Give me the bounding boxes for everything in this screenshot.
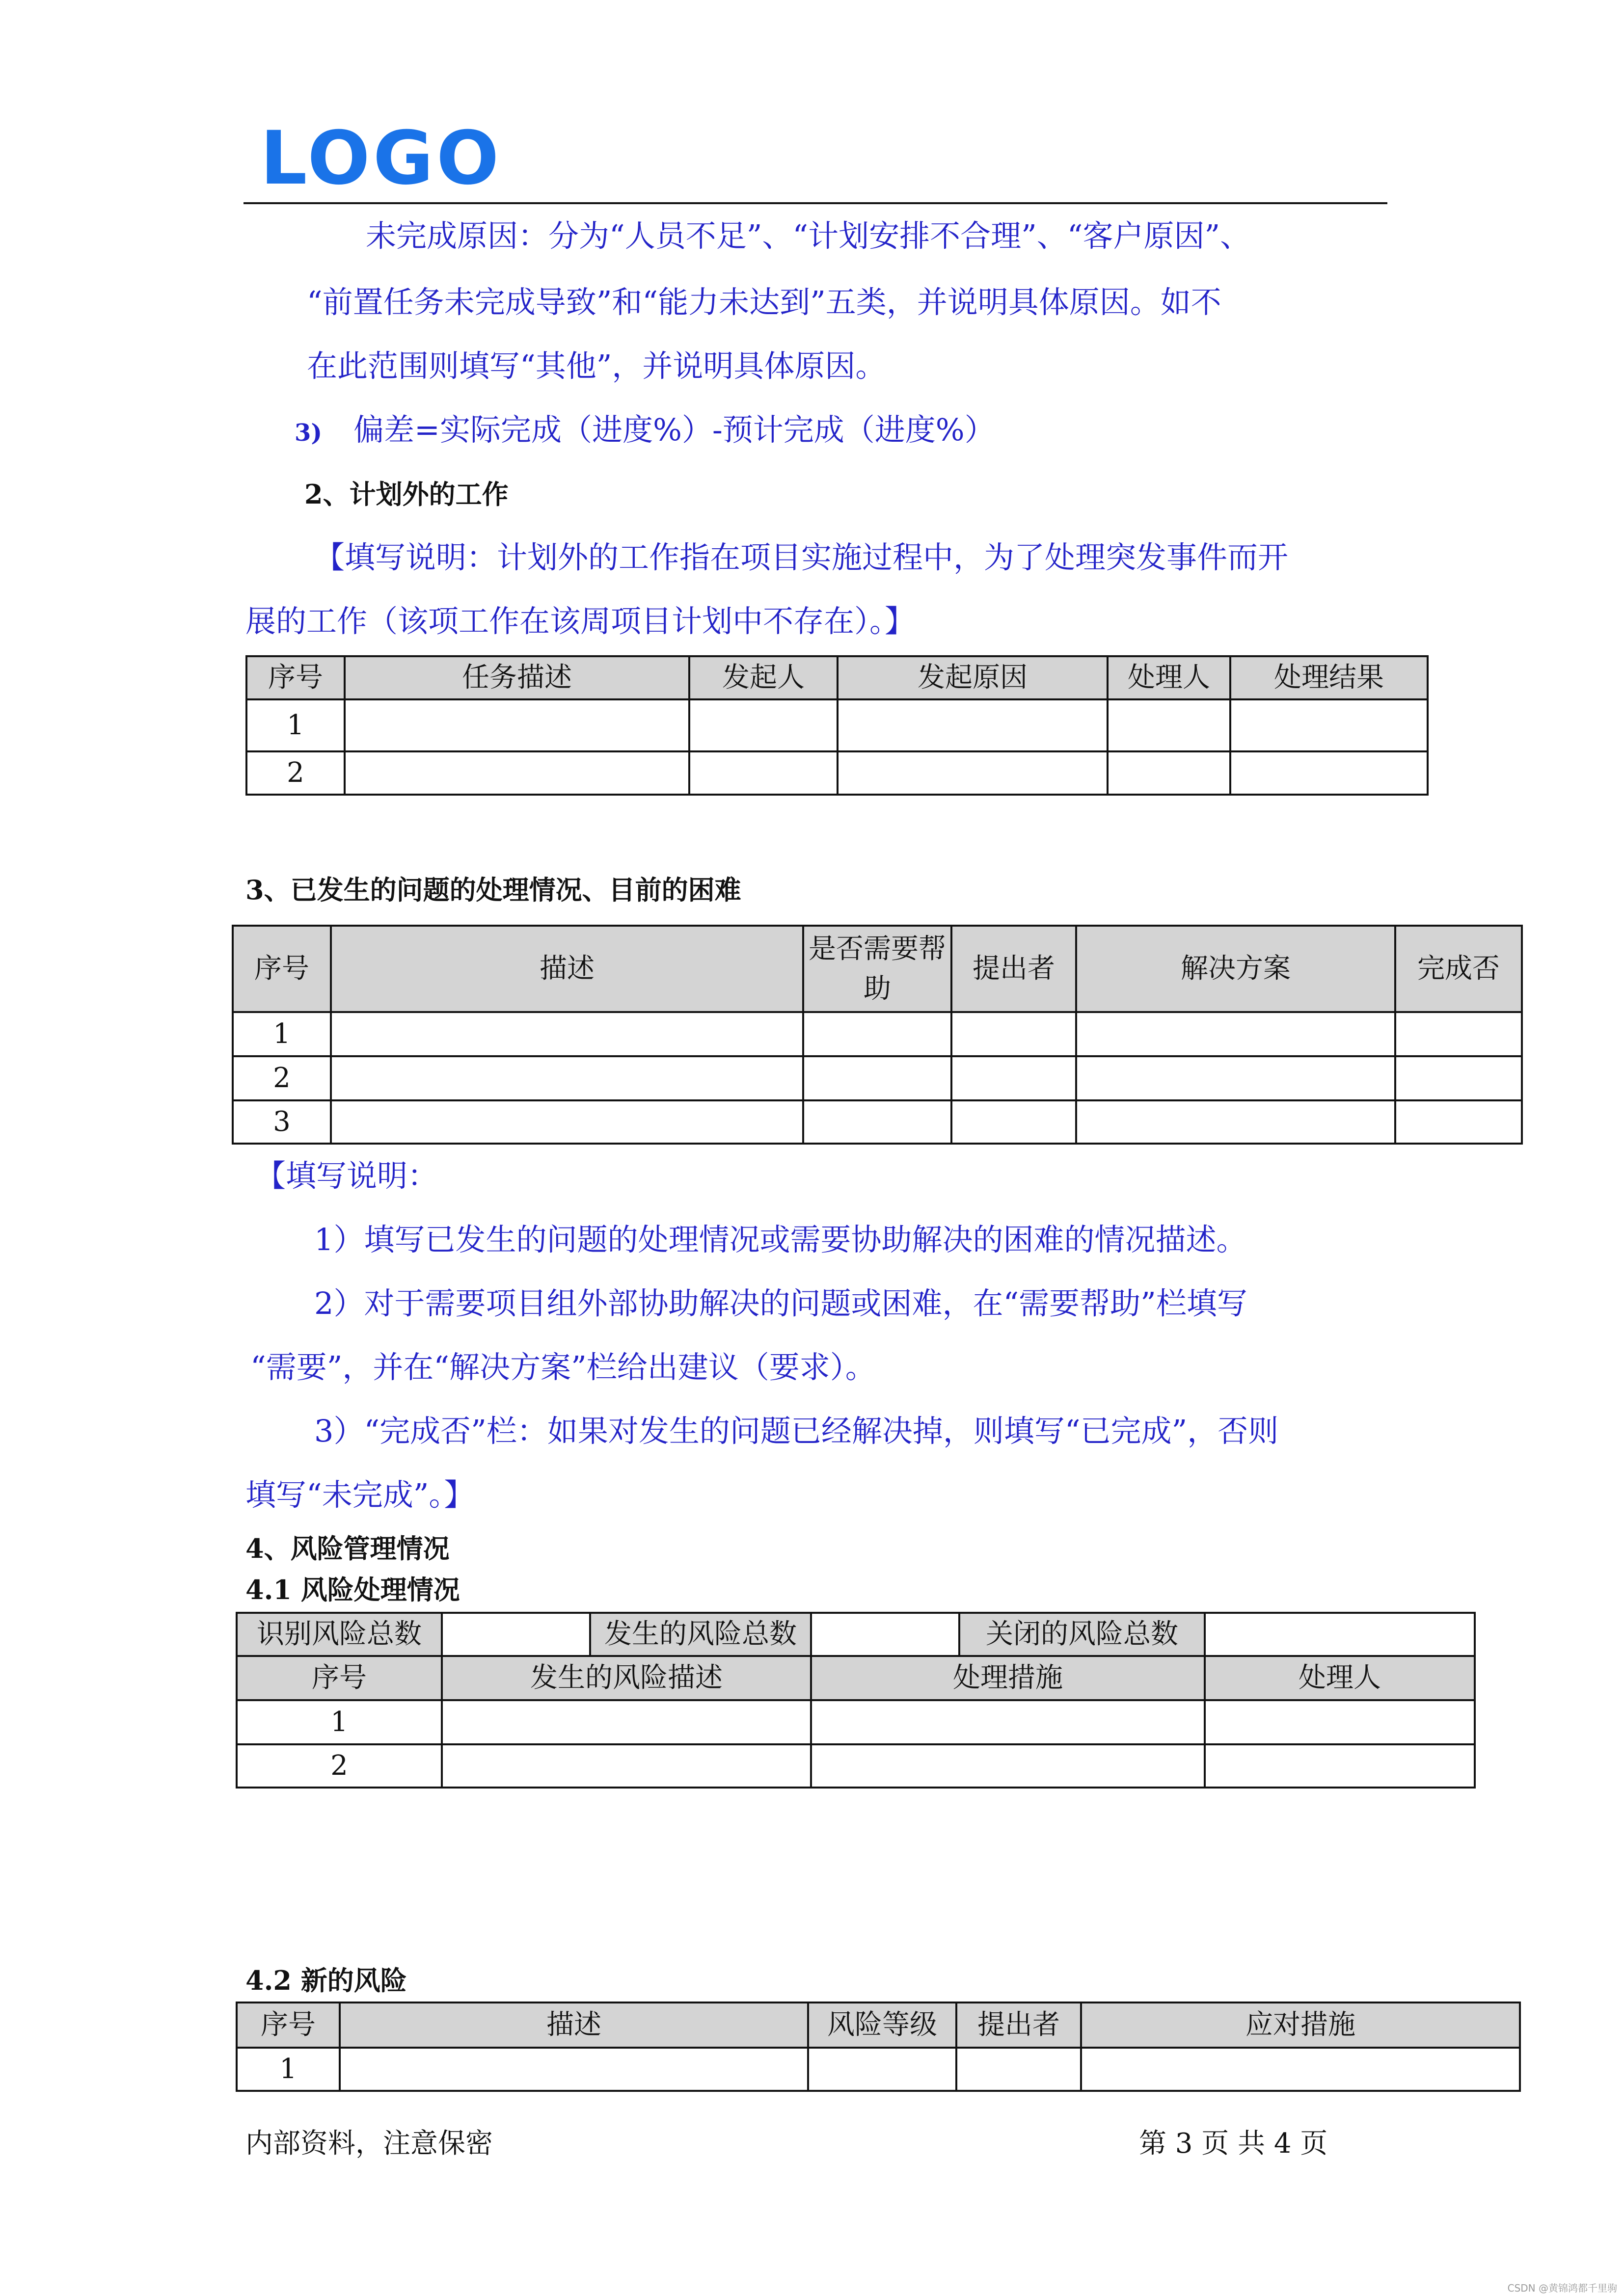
note-line: 在此范围则填写“其他”，并说明具体原因。 (307, 348, 886, 384)
table-cell[interactable]: 2 (233, 1056, 331, 1100)
summary-label: 关闭的风险总数 (959, 1613, 1205, 1656)
column-header: 描述 (340, 2002, 808, 2048)
table-row (246, 751, 1428, 795)
note-line: 填写“未完成”。】 (245, 1477, 475, 1513)
table-cell[interactable] (340, 2048, 808, 2091)
issues-table (232, 925, 1523, 1145)
table-cell[interactable] (803, 1100, 951, 1144)
table-cell[interactable]: 1 (246, 699, 345, 751)
table-cell[interactable] (1108, 751, 1230, 795)
list-number: 3) (295, 419, 323, 447)
table-cell[interactable]: 2 (237, 1744, 442, 1788)
new-risk-table (236, 2002, 1521, 2092)
table-row (237, 1744, 1475, 1788)
table-cell[interactable] (838, 699, 1108, 751)
table-cell[interactable] (345, 751, 689, 795)
table-cell[interactable] (808, 2048, 956, 2091)
column-header: 提出者 (951, 926, 1076, 1012)
column-header: 处理人 (1108, 656, 1230, 699)
column-header: 序号 (246, 656, 345, 699)
table-cell[interactable] (1108, 699, 1230, 751)
confidentiality-note: 内部资料，注意保密 (245, 2128, 493, 2160)
table-cell[interactable] (442, 1700, 811, 1744)
table-header-row (237, 2002, 1520, 2048)
summary-value[interactable] (1205, 1613, 1475, 1656)
table-cell[interactable] (1395, 1100, 1522, 1144)
column-header: 是否需要帮助 (803, 926, 951, 1012)
table-cell[interactable] (689, 751, 838, 795)
summary-value[interactable] (811, 1613, 959, 1656)
table-cell[interactable] (331, 1012, 803, 1056)
column-header: 发起原因 (838, 656, 1108, 699)
table-row (233, 1100, 1522, 1144)
subsection-title: 4.1 风险处理情况 (245, 1574, 460, 1605)
table-cell[interactable]: 1 (237, 1700, 442, 1744)
table-header-row (237, 1656, 1475, 1700)
table-row (237, 1700, 1475, 1744)
table-cell[interactable] (689, 699, 838, 751)
table-cell[interactable]: 1 (233, 1012, 331, 1056)
table-cell[interactable] (345, 699, 689, 751)
column-header: 处理人 (1205, 1656, 1475, 1700)
watermark: CSDN @黄锦鸿都千里驹 (1507, 2282, 1617, 2294)
table-cell[interactable]: 3 (233, 1100, 331, 1144)
note-line: 【填写说明： (255, 1158, 438, 1194)
table-row (233, 1056, 1522, 1100)
note-line: 2）对于需要项目组外部协助解决的问题或困难，在“需要帮助”栏填写 (314, 1285, 1247, 1321)
table-cell[interactable] (951, 1100, 1076, 1144)
column-header: 发生的风险描述 (442, 1656, 811, 1700)
table-cell[interactable] (1205, 1744, 1475, 1788)
column-header: 序号 (237, 2002, 340, 2048)
column-header: 处理措施 (811, 1656, 1205, 1700)
section-title: 2、计划外的工作 (304, 479, 509, 510)
table-cell[interactable] (331, 1100, 803, 1144)
table-cell[interactable] (951, 1056, 1076, 1100)
table-row (246, 699, 1428, 751)
summary-value[interactable] (442, 1613, 590, 1656)
logo: LOGO (260, 116, 502, 201)
note-line: 未完成原因：分为“人员不足”、“计划安排不合理”、“客户原因”、 (366, 218, 1251, 254)
note-line: “需要”，并在“解决方案”栏给出建议（要求）。 (250, 1349, 876, 1385)
table-cell[interactable] (1395, 1056, 1522, 1100)
table-cell[interactable] (811, 1700, 1205, 1744)
unplanned-work-table (245, 655, 1429, 796)
table-header-row (246, 656, 1428, 699)
column-header: 解决方案 (1076, 926, 1395, 1012)
section-title: 3、已发生的问题的处理情况、目前的困难 (245, 874, 741, 906)
table-cell[interactable] (811, 1744, 1205, 1788)
table-cell[interactable]: 1 (237, 2048, 340, 2091)
note-line: “前置任务未完成导致”和“能力未达到”五类，并说明具体原因。如不 (307, 284, 1221, 320)
column-header: 处理结果 (1230, 656, 1428, 699)
note-line: 3）“完成否”栏：如果对发生的问题已经解决掉，则填写“已完成”，否则 (314, 1413, 1279, 1449)
summary-label: 发生的风险总数 (590, 1613, 811, 1656)
table-cell[interactable] (1076, 1056, 1395, 1100)
note-line: 展的工作（该项工作在该周项目计划中不存在）。】 (245, 603, 916, 639)
table-cell[interactable] (803, 1056, 951, 1100)
section-title: 4、风险管理情况 (245, 1533, 450, 1564)
column-header: 描述 (331, 926, 803, 1012)
page-number: 第 3 页 共 4 页 (1139, 2128, 1328, 2160)
table-cell[interactable] (1076, 1100, 1395, 1144)
table-cell[interactable] (1081, 2048, 1520, 2091)
table-row (237, 2048, 1520, 2091)
risk-summary-row (237, 1613, 1475, 1656)
risk-handling-table (236, 1612, 1476, 1789)
table-cell[interactable] (838, 751, 1108, 795)
table-cell[interactable] (951, 1012, 1076, 1056)
column-header: 应对措施 (1081, 2002, 1520, 2048)
note-line: 1）填写已发生的问题的处理情况或需要协助解决的困难的情况描述。 (314, 1222, 1247, 1257)
column-header: 序号 (237, 1656, 442, 1700)
table-cell[interactable] (331, 1056, 803, 1100)
column-header: 完成否 (1395, 926, 1522, 1012)
table-cell[interactable] (956, 2048, 1081, 2091)
column-header: 序号 (233, 926, 331, 1012)
header-rule (244, 202, 1387, 204)
table-cell[interactable] (442, 1744, 811, 1788)
table-cell[interactable] (1230, 751, 1428, 795)
column-header: 风险等级 (808, 2002, 956, 2048)
subsection-title: 4.2 新的风险 (245, 1965, 407, 1996)
table-cell[interactable]: 2 (246, 751, 345, 795)
column-header: 发起人 (689, 656, 838, 699)
table-cell[interactable] (1230, 699, 1428, 751)
table-cell[interactable] (803, 1012, 951, 1056)
table-header-row (233, 926, 1522, 1012)
note-line: 【填写说明：计划外的工作指在项目实施过程中，为了处理突发事件而开 (314, 539, 1289, 575)
summary-label: 识别风险总数 (237, 1613, 442, 1656)
table-cell[interactable] (1076, 1012, 1395, 1056)
table-cell[interactable] (1205, 1700, 1475, 1744)
column-header: 提出者 (956, 2002, 1081, 2048)
table-cell[interactable] (1395, 1012, 1522, 1056)
note-line: 偏差=实际完成（进度%）-预计完成（进度%） (353, 412, 995, 448)
column-header: 任务描述 (345, 656, 689, 699)
table-row (233, 1012, 1522, 1056)
